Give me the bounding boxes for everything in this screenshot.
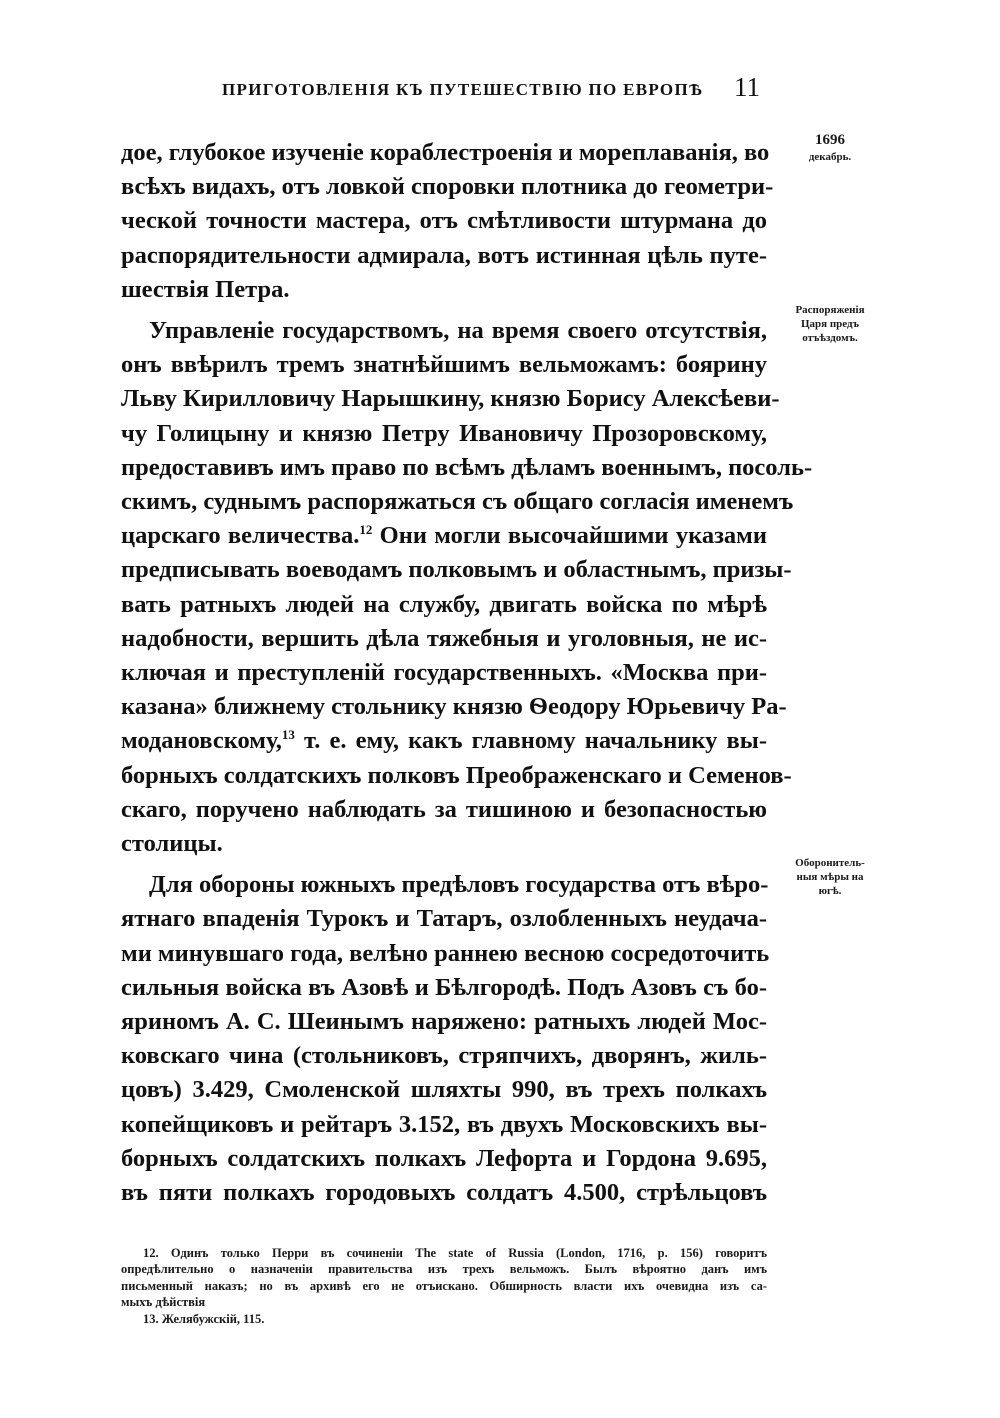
text-fragment: модановскому, (121, 727, 282, 755)
text-line: въ пяти полкахъ городовыхъ солдатъ 4.500, стрѣльцовъ (121, 1179, 767, 1207)
text-line: казана» ближнему стольнику князю Ѳеодору Юрьевичу Ра- (121, 693, 787, 721)
body-text (121, 136, 813, 1217)
text-line: скимъ, суднымъ распоряжаться съ общаго согласія именемъ (121, 488, 794, 516)
paragraph-2 (121, 314, 813, 861)
margin-note-line: отъѣздомъ. (802, 332, 858, 344)
text-line: шествія Петра. (121, 275, 290, 303)
paragraph-3 (121, 868, 770, 1210)
text-line: Льву Кирилловичу Нарышкину, князю Борису Алексѣеви- (121, 385, 780, 413)
text-line: борныхъ солдатскихъ полкахъ Лефорта и Гордона 9.695, (121, 1144, 767, 1172)
footnote-12-line: мыхъ дѣйствія (121, 1295, 206, 1310)
text-fragment: Они могли высочайшими указами (372, 522, 767, 550)
text-line: ятнаго впаденія Турокъ и Татаръ, озлобленныхъ неудача- (121, 905, 767, 933)
text-line: скаго, поручено наблюдать за тишиною и безопасностью (121, 795, 767, 823)
footnote-ref-13[interactable]: 13 (281, 727, 295, 743)
margin-note-year: 1696 (815, 132, 845, 148)
margin-note-line: Распоряженія (795, 304, 865, 316)
text-line: ключая и преступленій государственныхъ. «Москва при- (121, 659, 767, 687)
text-line: копейщиковъ и рейтаръ 3.152, въ двухъ Московскихъ вы- (121, 1110, 767, 1138)
text-line: Управленіе государствомъ, на время своего отсутствія, (149, 317, 767, 345)
text-line: цовъ) 3.429, Смоленской шляхты 990, въ трехъ полкахъ (121, 1076, 767, 1104)
text-line: надобности, вершить дѣла тяжебныя и уголовныя, не ис- (121, 624, 767, 652)
margin-note-line: ныя мѣры на (796, 871, 864, 883)
text-line: предписывать воеводамъ полковымъ и областнымъ, призы- (121, 556, 792, 584)
page-header (200, 72, 766, 112)
text-line: борныхъ солдатскихъ полковъ Преображенскаго и Семенов- (121, 761, 792, 789)
footnotes (121, 1245, 767, 1327)
margin-note-defense (780, 856, 880, 898)
running-title: ПРИГОТОВЛЕНІЯ КЪ ПУТЕШЕСТВІЮ ПО ЕВРОПѢ (222, 80, 704, 99)
margin-note-line: югѣ. (818, 885, 842, 897)
margin-note-tsar-orders (780, 303, 880, 345)
text-line: Для обороны южныхъ предѣловъ государства отъ вѣро- (149, 871, 769, 899)
margin-note-date (780, 130, 880, 164)
text-line: сильныя войска въ Азовѣ и Бѣлгородѣ. Подъ Азовъ съ бо- (121, 973, 767, 1001)
margin-note-line: Оборонитель- (795, 857, 865, 869)
text-line: столицы. (121, 830, 223, 858)
text-fragment: т. е. ему, какъ главному начальнику вы- (294, 727, 767, 755)
text-fragment: царскаго величества. (121, 522, 360, 550)
text-line: ми минувшаго года, велѣно раннею весною сосредоточить (121, 939, 770, 967)
text-line: распорядительности адмирала, вотъ истинная цѣль путе- (121, 241, 767, 269)
text-line: ковскаго чина (стольниковъ, стряпчихъ, дворянъ, жиль- (121, 1042, 767, 1070)
text-line: чу Голицыну и князю Петру Ивановичу Прозоровскому, (121, 419, 767, 447)
footnote-12-line: опредѣлительно о назначеніи правительства изъ трехъ вельможъ. Былъ вѣроятно данъ имъ (121, 1262, 767, 1277)
paragraph-1 (121, 136, 774, 307)
text-line: всѣхъ видахъ, отъ ловкой споровки плотника до геометри- (121, 173, 774, 201)
page-number: 11 (734, 72, 760, 102)
text-line: яриномъ А. С. Шеинымъ наряжено: ратныхъ людей Мос- (121, 1008, 767, 1036)
text-line: дое, глубокое изученіе кораблестроенія и мореплаванія, во (121, 139, 770, 166)
text-line (121, 519, 767, 553)
footnote-ref-12[interactable]: 12 (359, 522, 373, 538)
text-line: предоставивъ имъ право по всѣмъ дѣламъ военнымъ, посоль- (121, 453, 813, 481)
footnote-12-line: письменный наказъ; но въ архивѣ его не отъискано. Обширность власти ихъ очевидна изъ са- (121, 1278, 767, 1293)
text-line (121, 724, 767, 758)
margin-note-line: Царя предъ (800, 318, 860, 330)
footnote-13: 13. Желябужскій, 115. (143, 1311, 265, 1326)
text-line: вать ратныхъ людей на службу, двигать войска по мѣрѣ (121, 590, 767, 618)
text-line: ческой точности мастера, отъ смѣтливости штурмана до (121, 207, 767, 235)
text-line: онъ ввѣрилъ тремъ знатнѣйшимъ вельможамъ: боярину (121, 351, 767, 379)
margin-note-month: декабрь. (808, 151, 852, 163)
footnote-12-line: 12. Одинъ только Перри въ сочиненіи The state of Russia (London, 1716, p. 156) говоритъ (143, 1246, 767, 1260)
